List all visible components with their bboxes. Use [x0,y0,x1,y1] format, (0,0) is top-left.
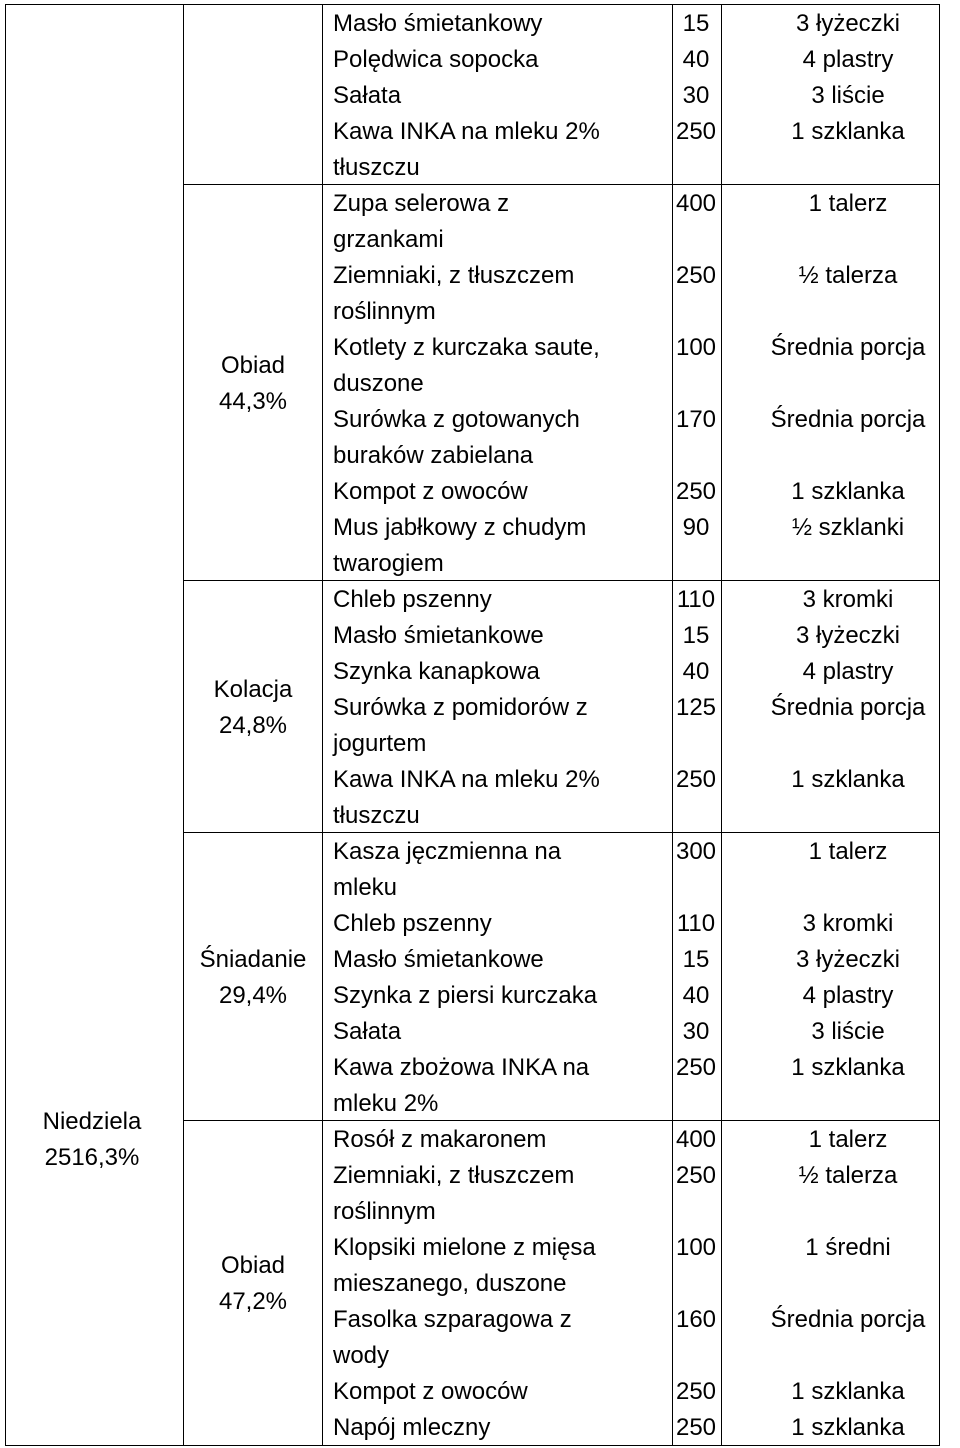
portion-size: 1 szklanka [791,478,905,505]
food-item-line: Kawa INKA na mleku 2% [333,766,600,793]
food-item [333,1230,596,1302]
meal-label [178,672,328,744]
food-item-line: duszone [333,370,424,397]
amount-grams: 30 [682,1018,710,1045]
amount-grams: 15 [682,622,710,649]
food-item-line: Kompot z owoców [333,1378,528,1405]
amount-grams: 90 [682,514,710,541]
food-item [333,42,538,78]
portion-size: 3 łyżeczki [795,10,901,37]
food-item-line: wody [333,1342,390,1369]
amount-grams: 250 [675,118,717,145]
food-item-line: Fasolka szparagowa z [333,1306,572,1333]
food-item-line: Mus jabłkowy z chudym [333,514,587,541]
food-item [333,330,600,402]
amount-grams: 160 [675,1306,717,1333]
portion-size: 3 liście [811,1018,885,1045]
amount-grams: 100 [675,334,717,361]
portion-size: 4 plastry [802,658,894,685]
food-item [333,1302,572,1374]
food-item-line: Ziemniaki, z tłuszczem [333,1162,575,1189]
food-item [333,258,574,330]
meal-label [178,942,328,1014]
portion-size: 1 szklanka [791,766,905,793]
food-item [333,1158,574,1230]
food-item-line: Klopsiki mielone z mięsa [333,1234,596,1261]
food-item-line: tłuszczu [333,154,420,181]
portion-size: 3 liście [811,82,885,109]
food-item-line: Kompot z owoców [333,478,528,505]
food-item [333,762,600,834]
portion-size: 1 talerz [808,838,888,865]
food-item [333,186,509,258]
portion-size: 1 szklanka [791,118,905,145]
day-name: Niedziela [42,1108,142,1135]
meal-percent: 24,8% [218,712,288,739]
food-item-line: Kawa zbożowa INKA na [333,1054,590,1081]
amount-grams: 250 [675,1414,717,1441]
amount-grams: 40 [682,658,710,685]
portion-size: 1 talerz [808,1126,888,1153]
food-item [333,402,580,474]
food-item [333,510,586,582]
portion-size: ½ talerza [798,1162,898,1189]
food-item [333,654,540,690]
portion-size: 1 szklanka [791,1054,905,1081]
food-item-line: Kotlety z kurczaka saute, [333,334,600,361]
portion-size: Średnia porcja [770,406,926,433]
food-item-line: roślinnym [333,298,436,325]
food-item-line: Szynka z piersi kurczaka [333,982,598,1009]
portion-size: 1 średni [805,1234,891,1261]
food-item [333,78,401,114]
portion-size: 3 kromki [802,586,894,613]
food-item-line: Napój mleczny [333,1414,491,1441]
food-item [333,978,597,1014]
food-item-line: twarogiem [333,550,444,577]
portion-size: 1 talerz [808,190,888,217]
food-item [333,1014,401,1050]
food-item-line: Ziemniaki, z tłuszczem [333,262,575,289]
food-item [333,1050,589,1122]
food-item-line: Zupa selerowa z [333,190,510,217]
food-item [333,114,600,186]
food-item-line: Masło śmietankowy [333,10,543,37]
portion-size: 4 plastry [802,46,894,73]
portion-size: 4 plastry [802,982,894,1009]
amount-grams: 250 [675,1378,717,1405]
amount-grams: 250 [675,1162,717,1189]
amount-grams: 250 [675,262,717,289]
food-item [333,474,528,510]
meal-percent: 44,3% [218,388,288,415]
meal-percent: 29,4% [218,982,288,1009]
amount-grams: 100 [675,1234,717,1261]
amount-grams: 40 [682,46,710,73]
meal-percent: 47,2% [218,1288,288,1315]
food-item-line: grzankami [333,226,444,253]
food-item-line: Masło śmietankowe [333,622,544,649]
portion-size: Średnia porcja [770,694,926,721]
food-item-line: Masło śmietankowe [333,946,544,973]
food-item-line: mieszanego, duszone [333,1270,567,1297]
food-item-line: jogurtem [333,730,427,757]
amount-grams: 30 [682,82,710,109]
food-item-line: Chleb pszenny [333,910,492,937]
portion-size: ½ talerza [798,262,898,289]
food-item-line: Rosół z makaronem [333,1126,547,1153]
amount-grams: 250 [675,1054,717,1081]
meal-name: Śniadanie [199,946,307,973]
portion-size: 1 szklanka [791,1378,905,1405]
amount-grams: 300 [675,838,717,865]
amount-grams: 170 [675,406,717,433]
amount-grams: 250 [675,478,717,505]
food-item-line: Surówka z gotowanych [333,406,580,433]
food-item-line: Kawa INKA na mleku 2% [333,118,600,145]
meal-name: Obiad [220,352,286,379]
amount-grams: 125 [675,694,717,721]
amount-grams: 400 [675,190,717,217]
food-item [333,6,542,42]
column-divider [672,4,673,1446]
food-item-line: tłuszczu [333,802,420,829]
food-item-line: buraków zabielana [333,442,534,469]
portion-size: Średnia porcja [770,1306,926,1333]
food-item [333,834,561,906]
food-item-line: mleku 2% [333,1090,439,1117]
portion-size: 3 łyżeczki [795,946,901,973]
food-item-line: Polędwica sopocka [333,46,539,73]
food-item [333,582,492,618]
food-item [333,1374,528,1410]
amount-grams: 250 [675,766,717,793]
day-percent: 2516,3% [44,1144,140,1171]
food-item [333,942,544,978]
amount-grams: 15 [682,946,710,973]
food-item [333,690,588,762]
meal-label [178,1248,328,1320]
portion-size: 3 kromki [802,910,894,937]
portion-size: ½ szklanki [791,514,905,541]
food-item [333,906,492,942]
meal-name: Obiad [220,1252,286,1279]
food-item [333,618,544,654]
meal-label [178,348,328,420]
column-divider [721,4,722,1446]
food-item-line: Sałata [333,1018,402,1045]
amount-grams: 110 [676,586,716,613]
food-item-line: Surówka z pomidorów z [333,694,588,721]
portion-size: 1 szklanka [791,1414,905,1441]
amount-grams: 15 [682,10,710,37]
day-label [42,1104,242,1176]
amount-grams: 110 [676,910,716,937]
food-item-line: Chleb pszenny [333,586,492,613]
amount-grams: 400 [675,1126,717,1153]
portion-size: 3 łyżeczki [795,622,901,649]
portion-size: Średnia porcja [770,334,926,361]
food-item-line: Kasza jęczmienna na [333,838,562,865]
food-item-line: Szynka kanapkowa [333,658,540,685]
food-item [333,1122,546,1158]
food-item-line: mleku [333,874,398,901]
amount-grams: 40 [682,982,710,1009]
food-item [333,1410,490,1446]
food-item-line: roślinnym [333,1198,436,1225]
food-item-line: Sałata [333,82,402,109]
meal-name: Kolacja [213,676,293,703]
